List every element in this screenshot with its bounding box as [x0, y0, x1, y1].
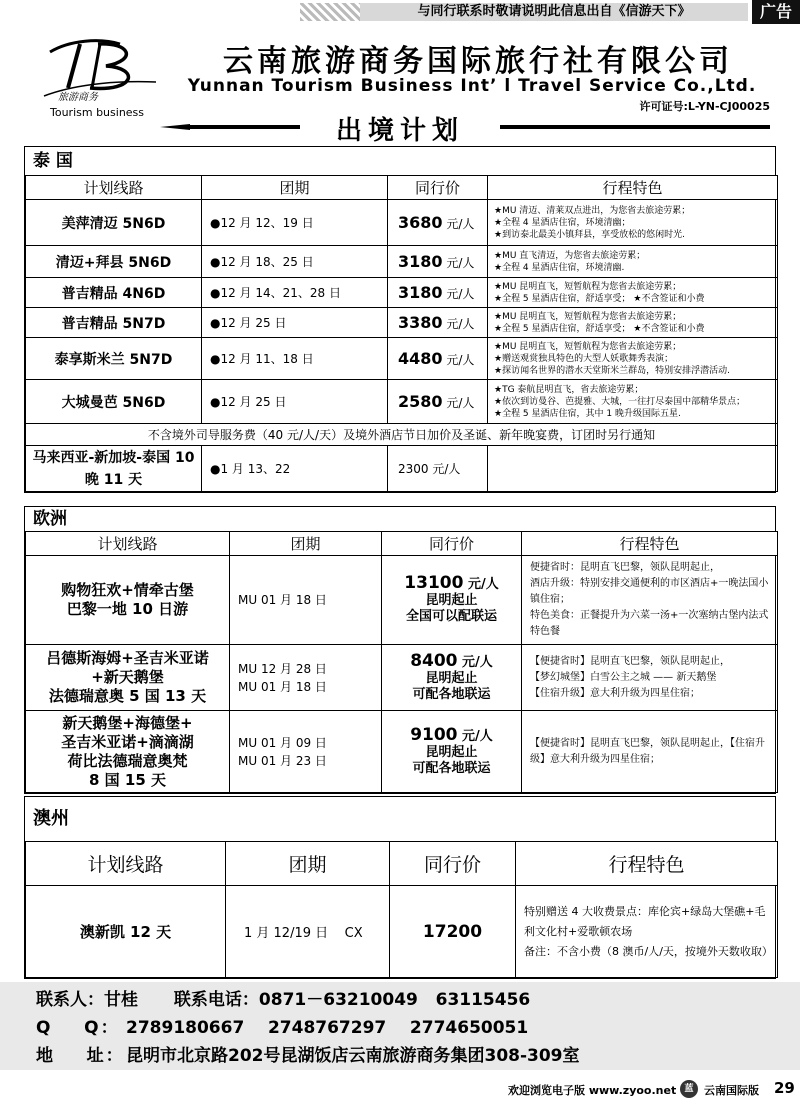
- col-features: 行程特色: [522, 532, 778, 556]
- price-unit: 元/人: [457, 654, 493, 670]
- qq-label: Q Q：: [36, 1018, 120, 1038]
- features: [488, 246, 778, 278]
- price-note: 可配各地联运: [412, 686, 491, 702]
- phone-numbers: 0871－63210049 63115456: [258, 990, 531, 1010]
- feature-line: 特色美食：正餐提升为六菜一汤+一次塞纳古堡内法式特色餐: [530, 610, 769, 637]
- tour-dates: ●12 月 25 日: [202, 380, 388, 424]
- section-thailand: [24, 146, 776, 493]
- feature-line: ★MU 昆明直飞，短暂航程为您省去旅途劳累；: [494, 311, 682, 322]
- feature-line: ★全程 4 星酒店住宿，环境清幽；: [494, 217, 631, 228]
- price-unit: 元/人: [463, 577, 499, 592]
- table-row: [26, 711, 778, 793]
- col-price: 同行价: [388, 176, 488, 200]
- table-row: [26, 200, 778, 246]
- footer-badge-icon: 蓝: [680, 1080, 698, 1098]
- price-value: 2580: [398, 392, 443, 411]
- features: [488, 308, 778, 338]
- price-unit: 元/人: [442, 217, 475, 231]
- qq-row: [36, 1014, 800, 1042]
- price-note: 昆明起止: [425, 670, 478, 686]
- address-row: [36, 1042, 800, 1070]
- price: [382, 711, 522, 793]
- tour-dates: ●12 月 12、19 日: [202, 200, 388, 246]
- contact-person-label: 联系人：: [36, 990, 104, 1010]
- features: [488, 380, 778, 424]
- table-header-row: [26, 842, 778, 886]
- feature-line: ★MU 昆明直飞，短暂航程为您省去旅途劳累；: [494, 281, 682, 292]
- price-value: 9100: [410, 724, 458, 745]
- col-features: 行程特色: [516, 842, 778, 886]
- table-note-row: [26, 424, 778, 446]
- page-number: 29: [774, 1079, 795, 1097]
- col-route: 计划线路: [26, 176, 202, 200]
- phone-label: 联系电话：: [173, 990, 259, 1010]
- feature-line: ★赠送观赏独具特色的大型人妖歌舞秀表演；: [494, 353, 674, 364]
- tour-dates: [230, 711, 382, 793]
- tour-dates: ●12 月 25 日: [202, 308, 388, 338]
- features: [488, 338, 778, 380]
- features: [488, 278, 778, 308]
- col-date: 团期: [226, 842, 390, 886]
- price: [382, 556, 522, 645]
- feature-line: ★探访闻名世界的潜水天堂斯米兰群岛，特别安排浮潜活动.: [494, 365, 730, 376]
- table-row: [26, 278, 778, 308]
- route-name: 普吉精品 5N7D: [26, 308, 202, 338]
- features: [522, 711, 778, 793]
- section-title-australia: 澳州: [33, 808, 69, 829]
- tour-dates: ●1 月 13、22: [202, 446, 388, 492]
- table-row: [26, 446, 778, 492]
- price-unit: 元/人: [442, 317, 475, 331]
- route-name: [26, 711, 230, 793]
- logo-caption: Tourism business: [50, 106, 145, 119]
- thailand-note: 不含境外司导服务费（40 元/人/天）及境外酒店节日加价及圣诞、新年晚宴费，订团时另行通知: [26, 424, 778, 446]
- page-title: 出境计划: [335, 116, 464, 146]
- date-line: MU 12 月 28 日: [238, 661, 327, 676]
- feature-line: ★全程 5 星酒店住宿，舒适享受； ★不含签证和小费: [494, 323, 705, 334]
- address: 昆明市北京路202号昆湖饭店云南旅游商务集团308-309室: [126, 1046, 580, 1066]
- feature-line: ★依次到访曼谷、芭提雅、大城，一往打尽泰国中部精华景点；: [494, 396, 746, 407]
- company-name-cn: 云南旅游商务国际旅行社有限公司: [223, 44, 733, 79]
- price: [388, 278, 488, 308]
- price: [382, 645, 522, 711]
- price-value: 3380: [398, 313, 443, 332]
- company-logo: [30, 30, 170, 120]
- section-title-europe: 欧洲: [33, 509, 67, 529]
- tour-dates: 1 月 12/19 日 CX: [226, 886, 390, 978]
- price: [388, 308, 488, 338]
- route-name: [26, 645, 230, 711]
- features: [522, 556, 778, 645]
- table-row: [26, 556, 778, 645]
- address-label: 地 址：: [36, 1046, 125, 1066]
- feature-line: 备注：不含小费（8 澳币/人/天，按境外天数收取）: [524, 944, 773, 958]
- tb-logo-icon: [40, 30, 160, 104]
- price-unit: 元/人: [442, 396, 475, 410]
- col-route: 计划线路: [26, 532, 230, 556]
- footer-website: 欢迎浏览电子版 www.zyoo.net: [508, 1084, 677, 1097]
- features: [488, 200, 778, 246]
- route-line: 新天鹅堡+海德堡+: [62, 713, 193, 732]
- price-value: 3180: [398, 252, 443, 271]
- feature-line: ★全程 5 星酒店住宿，其中 1 晚升级国际五星.: [494, 408, 681, 419]
- price-note: 可配各地联运: [412, 760, 491, 776]
- route-name: 大城曼芭 5N6D: [26, 380, 202, 424]
- features-empty: [488, 446, 778, 492]
- table-row: [26, 645, 778, 711]
- price: 2300 元/人: [388, 446, 488, 492]
- feature-line: 【梦幻城堡】白雪公主之城 —— 新天鹅堡: [530, 671, 717, 683]
- thailand-table: [25, 175, 778, 492]
- features: [522, 645, 778, 711]
- col-price: 同行价: [390, 842, 516, 886]
- table-row: [26, 246, 778, 278]
- price: 17200: [390, 886, 516, 978]
- route-name: 马来西亚-新加坡-泰国 10 晚 11 天: [26, 446, 202, 492]
- route-line: 吕德斯海姆+圣吉米亚诺: [46, 649, 209, 667]
- price-unit: 元/人: [442, 256, 475, 270]
- australia-table: [25, 841, 778, 978]
- route-name: 美萍清迈 5N6D: [26, 200, 202, 246]
- date-line: MU 01 月 09 日: [238, 735, 327, 750]
- col-features: 行程特色: [488, 176, 778, 200]
- feature-line: ★TG 泰航昆明直飞，省去旅途劳累；: [494, 384, 644, 395]
- contact-person-row: [36, 986, 800, 1014]
- price-note: 昆明起止: [425, 744, 478, 760]
- contact-panel: [0, 982, 800, 1070]
- feature-line: ★MU 昆明直飞，短暂航程为您省去旅途劳累；: [494, 341, 682, 352]
- tour-dates: [230, 645, 382, 711]
- table-row: [26, 380, 778, 424]
- route-line: 巴黎一地 10 日游: [66, 600, 189, 618]
- qq-numbers: 2789180667 2748767297 2774650051: [126, 1018, 529, 1038]
- feature-line: ★全程 5 星酒店住宿，舒适享受； ★不含签证和小费: [494, 293, 705, 304]
- route-line: 8 国 15 天: [89, 770, 166, 789]
- col-date: 团期: [202, 176, 388, 200]
- date-line: MU 01 月 18 日: [238, 679, 327, 694]
- tour-dates: ●12 月 14、21、28 日: [202, 278, 388, 308]
- feature-line: ★全程 4 星酒店住宿，环境清幽.: [494, 262, 625, 273]
- price-value: 4480: [398, 349, 443, 368]
- price-value: 13100: [404, 573, 464, 593]
- section-australia: [24, 796, 776, 979]
- feature-line: 特别赠送 4 大收费景点：库伦宾+绿岛大堡礁+毛利文化村+爱歌顿农场: [524, 904, 766, 938]
- feature-line: 酒店升级：特别安排交通便利的市区酒店+一晚法国小镇住宿；: [530, 578, 769, 605]
- route-line: 购物狂欢+情牵古堡: [61, 581, 194, 599]
- ad-tag: 广告: [752, 0, 800, 24]
- feature-line: ★MU 直飞清迈，为您省去旅途劳累；: [494, 250, 646, 261]
- route-line: 荷比法德瑞意奥梵: [67, 751, 188, 770]
- price-unit: 元/人: [442, 287, 475, 301]
- route-name: 澳新凯 12 天: [26, 886, 226, 978]
- title-rule-left: [190, 125, 300, 129]
- section-europe: [24, 506, 776, 794]
- price-value: 8400: [410, 650, 458, 671]
- table-row: [26, 338, 778, 380]
- feature-line: ★到访泰北最美小镇拜县，享受放松的悠闲时光.: [494, 229, 685, 240]
- feature-line: ★MU 清迈、清莱双点进出，为您省去旅途劳累；: [494, 205, 691, 216]
- route-line: 法德瑞意奥 5 国 13 天: [48, 687, 207, 705]
- top-banner: [0, 0, 800, 24]
- route-line: +新天鹅堡: [91, 668, 164, 686]
- date-line: MU 01 月 23 日: [238, 753, 327, 768]
- license-number: 许可证号:L-YN-CJ00025: [639, 100, 770, 113]
- section-title-thailand: 泰 国: [33, 151, 73, 171]
- route-name: [26, 556, 230, 645]
- price-note: 昆明起止: [425, 593, 478, 608]
- table-header-row: [26, 532, 778, 556]
- feature-line: 【便捷省时】昆明直飞巴黎，领队昆明起止，: [530, 655, 730, 667]
- footer-edition: 云南国际版: [704, 1084, 759, 1097]
- features: [516, 886, 778, 978]
- price-value: 3680: [398, 213, 443, 232]
- col-price: 同行价: [382, 532, 522, 556]
- feature-line: 便捷省时：昆明直飞巴黎，领队昆明起止，: [530, 562, 720, 573]
- price: [388, 200, 488, 246]
- europe-table: [25, 531, 778, 793]
- page-footer: [0, 1078, 800, 1100]
- price: [388, 338, 488, 380]
- table-row: [26, 886, 778, 978]
- price-unit: 元/人: [442, 353, 475, 367]
- price-value: 3180: [398, 283, 443, 302]
- route-name: 普吉精品 4N6D: [26, 278, 202, 308]
- price-note: 全国可以配联运: [405, 609, 497, 624]
- company-name-en: Yunnan Tourism Business Int’ l Travel Service Co.,Ltd.: [187, 76, 757, 96]
- feature-line: 【便捷省时】昆明直飞巴黎，领队昆明起止，【住宿升级】意大利升级为四星住宿；: [530, 737, 765, 765]
- svg-text:旅游商务: 旅游商务: [58, 92, 98, 103]
- route-name: 泰享斯米兰 5N7D: [26, 338, 202, 380]
- banner-pattern: [300, 3, 360, 21]
- table-row: [26, 308, 778, 338]
- col-route: 计划线路: [26, 842, 226, 886]
- feature-line: 【住宿升级】意大利升级为四星住宿；: [530, 687, 700, 699]
- banner-notice: 与同行联系时敬请说明此信息出自《信游天下》: [360, 3, 748, 21]
- tour-dates: ●12 月 18、25 日: [202, 246, 388, 278]
- tour-dates: [230, 556, 382, 645]
- price: [388, 380, 488, 424]
- date-line: MU 01 月 18 日: [238, 593, 327, 607]
- price: [388, 246, 488, 278]
- title-rule-right: [500, 125, 770, 129]
- contact-person: 甘桂: [104, 990, 138, 1010]
- route-line: 圣吉米亚诺+滴滴湖: [61, 732, 194, 751]
- price-unit: 元/人: [457, 728, 493, 744]
- tour-dates: ●12 月 11、18 日: [202, 338, 388, 380]
- col-date: 团期: [230, 532, 382, 556]
- route-name: 清迈+拜县 5N6D: [26, 246, 202, 278]
- table-header-row: [26, 176, 778, 200]
